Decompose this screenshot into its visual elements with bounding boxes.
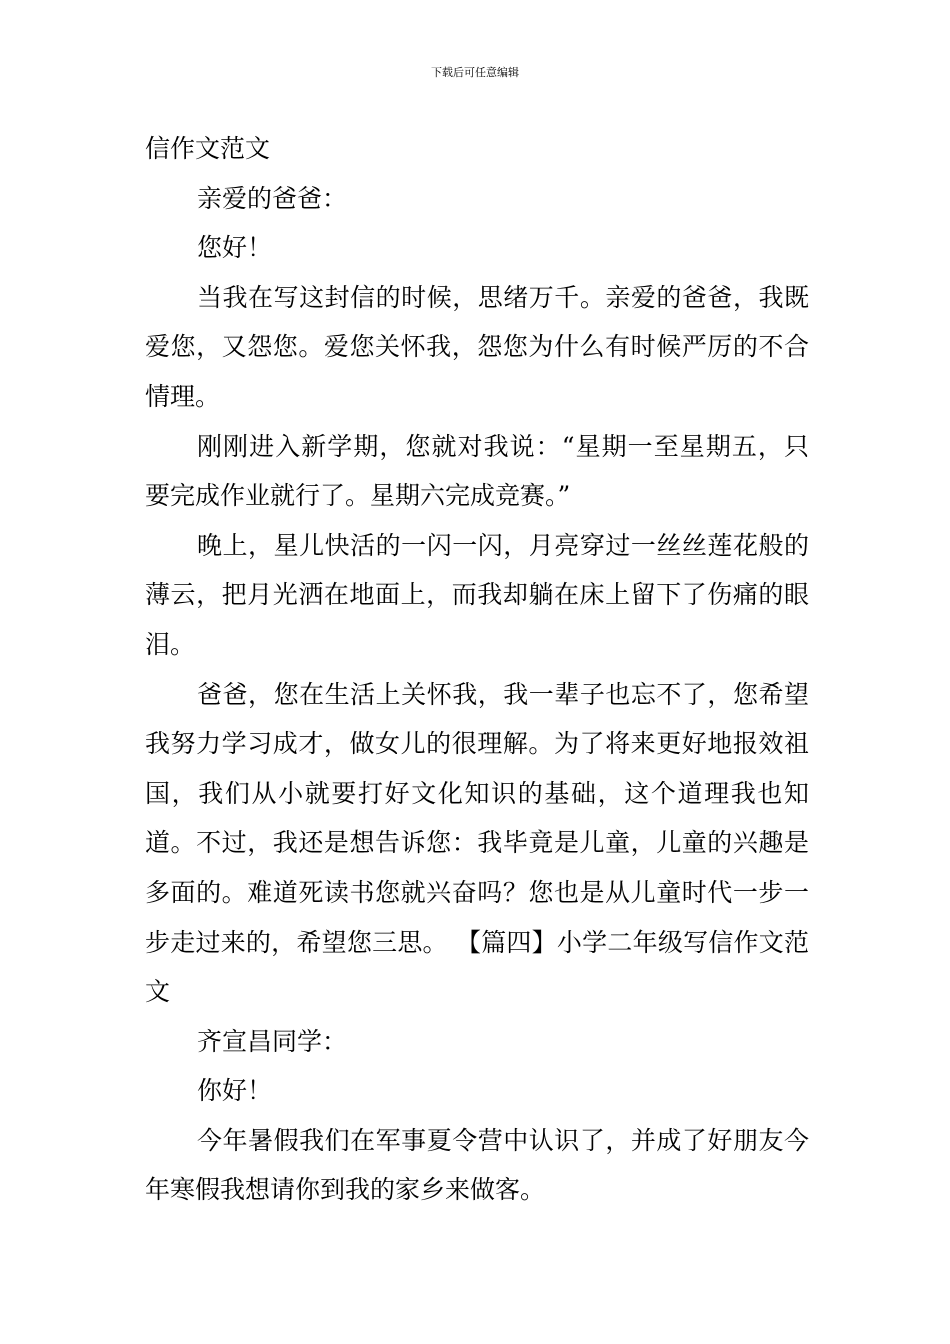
paragraph-body: 爸爸，您在生活上关怀我，我一辈子也忘不了，您希望我努力学习成才，做女儿的很理解。为了将来更好地报效祖国，我们从小就要打好文化知识的基础，这个道理我也知道。不过，我还是想告诉您：我毕竟是儿童，儿童的兴趣是多面的。难道死读书您就兴奋吗？您也是从儿童时代一步一步走过来的，希望您三思。 【篇四】小学二年级写信作文范文 xyxy=(145,679,809,1007)
paragraph-salutation: 亲爱的爸爸： xyxy=(197,183,348,213)
paragraph-title-fragment: 信作文范文 xyxy=(145,134,271,163)
paragraph-body: 刚刚进入新学期，您就对我说：“星期一至星期五，只要完成作业就行了。星期六完成竞赛。” xyxy=(145,431,809,511)
paragraph-greeting: 你好！ xyxy=(197,1076,273,1106)
document-body xyxy=(145,124,809,1215)
paragraph-greeting: 您好！ xyxy=(197,233,273,263)
paragraph-salutation: 齐宣昌同学： xyxy=(197,1026,348,1056)
paragraph-body: 今年暑假我们在军事夏令营中认识了，并成了好朋友今年寒假我想请你到我的家乡来做客。 xyxy=(145,1125,809,1205)
page-header: 下载后可任意编辑 xyxy=(431,66,519,79)
paragraph-body: 当我在写这封信的时候，思绪万千。亲爱的爸爸，我既爱您，又怨您。爱您关怀我，怨您为什么有时候严厉的不合情理。 xyxy=(145,282,809,411)
paragraph-body: 晚上，星儿快活的一闪一闪，月亮穿过一丝丝莲花般的薄云，把月光洒在地面上，而我却躺在床上留下了伤痛的眼泪。 xyxy=(145,530,809,659)
